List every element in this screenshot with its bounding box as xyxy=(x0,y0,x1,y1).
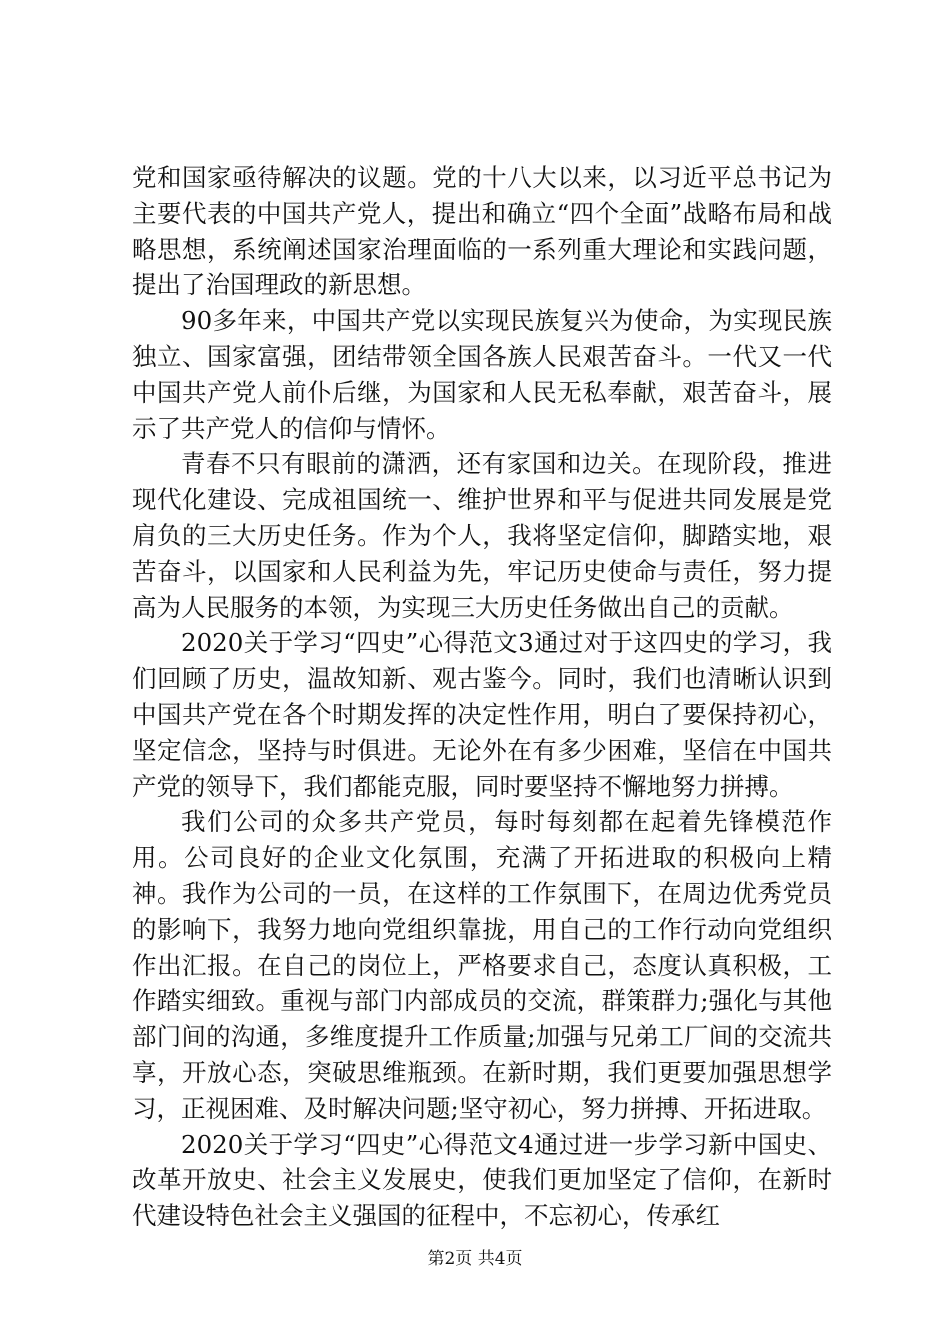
paragraph-2: 90多年来，中国共产党以实现民族复兴为使命，为实现民族独立、国家富强，团结带领全国各族人民艰苦奋斗。一代又一代中国共产党人前仆后继，为国家和人民无私奉献，艰苦奋斗，展示了共产党人的信仰与情怀。 xyxy=(132,306,832,443)
paragraph-5: 我们公司的众多共产党员，每时每刻都在起着先锋模范作用。公司良好的企业文化氛围，充满了开拓进取的积极向上精神。我作为公司的一员，在这样的工作氛围下，在周边优秀党员的影响下，我努力地向党组织靠拢，用自己的工作行动向党组织作出汇报。在自己的岗位上，严格要求自己，态度认真积极，工作踏实细致。重视与部门内部成员的交流，群策群力;强化与其他部门间的沟通，多维度提升工作质量;加强与兄弟工厂间的交流共享，开放心态，突破思维瓶颈。在新时期，我们更要加强思想学习，正视困难、及时解决问题;坚守初心，努力拼搏、开拓进取。 xyxy=(132,807,832,1123)
paragraph-4: 2020关于学习“四史”心得范文3通过对于这四史的学习，我们回顾了历史，温故知新、观古鉴今。同时，我们也清晰认识到中国共产党在各个时期发挥的决定性作用，明白了要保持初心，坚定信念，坚持与时俱进。无论外在有多少困难，坚信在中国共产党的领导下，我们都能克服，同时要坚持不懈地努力拼搏。 xyxy=(132,628,832,801)
paragraph-1: 党和国家亟待解决的议题。党的十八大以来，以习近平总书记为主要代表的中国共产党人，提出和确立“四个全面”战略布局和战略思想，系统阐述国家治理面临的一系列重大理论和实践问题，提出了治国理政的新思想。 xyxy=(132,163,832,300)
paragraph-6: 2020关于学习“四史”心得范文4通过进一步学习新中国史、改革开放史、社会主义发展史，使我们更加坚定了信仰，在新时代建设特色社会主义强国的征程中，不忘初心，传承红 xyxy=(132,1129,832,1231)
document-body xyxy=(132,160,832,1234)
paragraph-3: 青春不只有眼前的潇洒，还有家国和边关。在现阶段，推进现代化建设、完成祖国统一、维护世界和平与促进共同发展是党肩负的三大历史任务。作为个人，我将坚定信仰，脚踏实地，艰苦奋斗，以国家和人民利益为先，牢记历史使命与责任，努力提高为人民服务的本领，为实现三大历史任务做出自己的贡献。 xyxy=(132,449,832,622)
page-footer: 第2页 共4页 xyxy=(427,1249,523,1269)
